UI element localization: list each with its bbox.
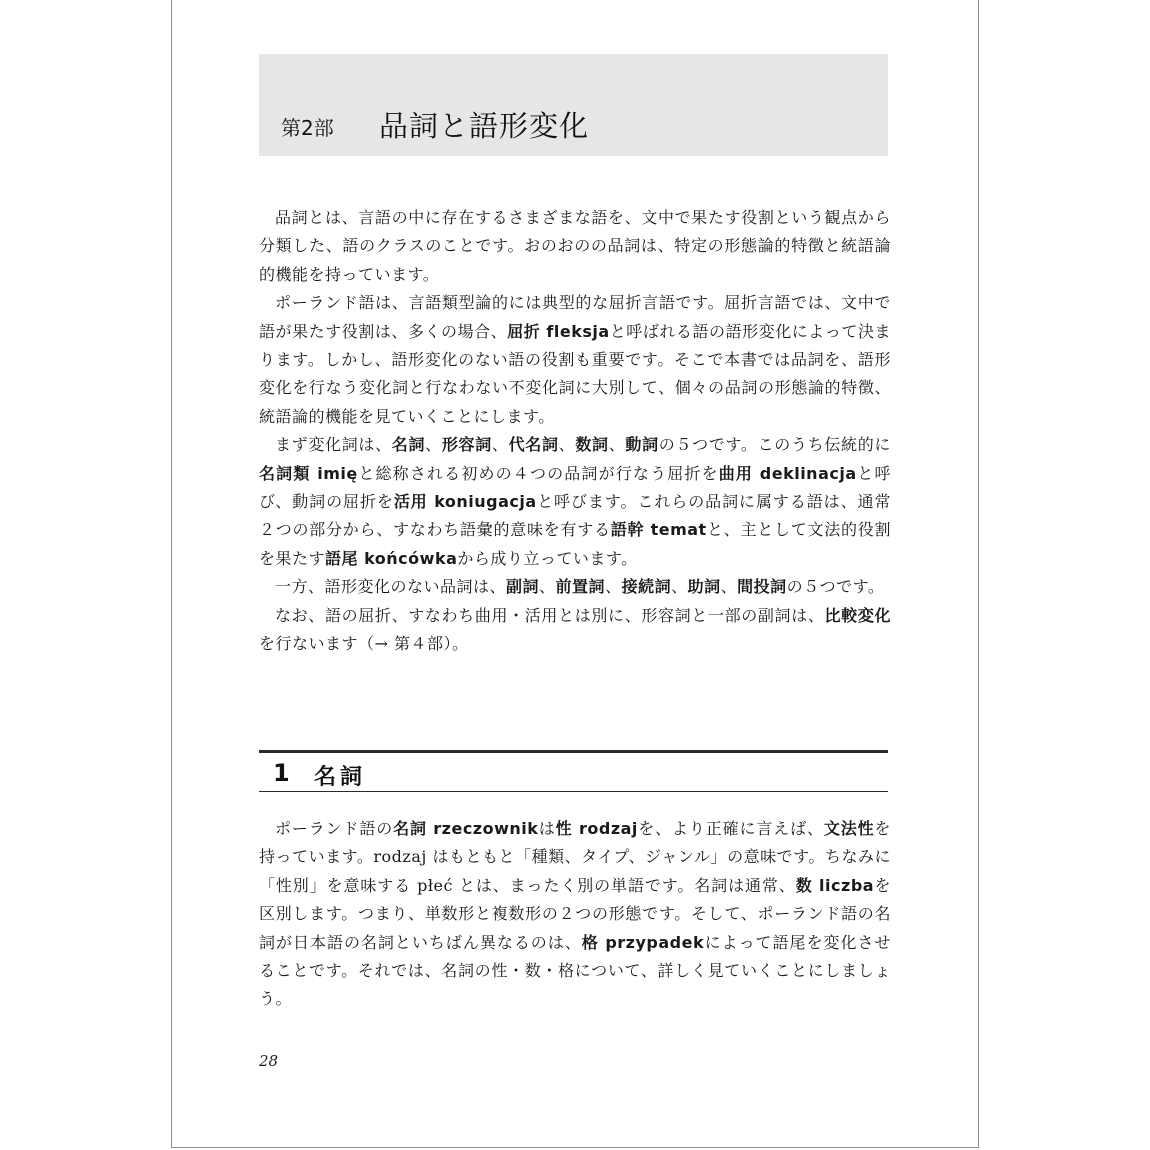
intro-p4-text-k: の５つです。 xyxy=(786,577,885,597)
sec-p1-text-g: を持っています。rodzaj はもともと「種類、タイプ、ジャンル」の意味です。ちなみに「性別」を意味する płeć とは、まったく別の単語です。名詞は通常、 xyxy=(259,819,891,895)
intro-p3-text-m: と総称される初めの４つの品詞が行なう屈折を xyxy=(357,463,719,483)
term-conjunction: 接続詞 xyxy=(621,577,672,597)
term-grammatical-gender: 文法性 xyxy=(823,819,875,838)
intro-p4-sep-1: 、 xyxy=(539,577,556,597)
term-verb: 動詞 xyxy=(625,435,659,455)
intro-p3-text-o: と呼び、動詞の屈折を xyxy=(259,463,891,512)
term-rzeczownik: 名詞 rzeczownik xyxy=(393,819,539,838)
sec-p1-text-i: を区別します。つまり、単数形と複数形の２つの形態です。そして、ポーランド語の名詞が日本語の名詞といちばん異なるのは、 xyxy=(259,875,891,952)
intro-p4-sep-2: 、 xyxy=(605,577,622,597)
intro-text xyxy=(259,204,891,659)
intro-p4-sep-4: 、 xyxy=(720,577,738,597)
term-preposition: 前置詞 xyxy=(555,577,606,597)
intro-paragraph-2 xyxy=(259,289,891,431)
intro-p3-sep-1: 、 xyxy=(425,435,442,455)
intro-p2-text-a: ポーランド語は、言語類型論的には典型的な屈折言語です。屈折言語では、文中で語が果たす役割は、多くの場合、 xyxy=(259,293,891,341)
intro-paragraph-1 xyxy=(259,204,891,289)
intro-paragraph-4 xyxy=(259,573,891,601)
page-number: 28 xyxy=(259,1052,279,1070)
intro-p3-text-s: と、主として文法的役割を果たす xyxy=(259,520,891,568)
intro-p5-text-c: を行ないます（→ 第４部）。 xyxy=(259,634,469,654)
term-liczba: 数 liczba xyxy=(795,875,875,895)
section-heading xyxy=(259,750,888,792)
term-fleksja: 屈折 fleksja xyxy=(507,321,610,341)
part-title: 品詞と語形変化 xyxy=(379,109,590,143)
term-koncowka: 語尾 końcówka xyxy=(325,548,458,568)
sec-p1-text-e: を、より正確に言えば、 xyxy=(637,819,824,838)
term-koniugacja: 活用 koniugacja xyxy=(393,492,537,512)
book-page xyxy=(171,0,979,1148)
term-noun: 名詞 xyxy=(391,435,426,455)
section-number: 1 xyxy=(273,759,290,787)
intro-p3-sep-2: 、 xyxy=(491,435,509,455)
term-przypadek: 格 przypadek xyxy=(581,932,705,952)
term-numeral: 数詞 xyxy=(575,435,609,455)
intro-p1-text: 品詞とは、言語の中に存在するさまざまな語を、文中で果たす役割という観点から分類した、語のクラスのことです。おのおのの品詞は、特定の形態論的特徴と統語論的機能を持っています。 xyxy=(259,208,891,284)
intro-p3-text-a: まず変化詞は、 xyxy=(275,435,392,455)
term-comparison: 比較変化 xyxy=(824,605,891,625)
intro-p3-text-q: と呼びます。これらの品詞に属する語は、通常２つの部分から、すなわち語彙的意味を有する xyxy=(259,492,891,540)
term-pronoun: 代名詞 xyxy=(508,435,559,455)
intro-p4-sep-3: 、 xyxy=(671,577,688,597)
term-interjection: 間投詞 xyxy=(737,577,787,597)
term-temat: 語幹 temat xyxy=(610,520,707,540)
sec-p1-text-k: によって語尾を変化させることです。それでは、名詞の性・数・格について、詳しく見ていくことにしましょう。 xyxy=(259,932,891,1009)
term-adverb: 副詞 xyxy=(506,577,540,597)
intro-p2-text-c: と呼ばれる語の語形変化によって決まります。しかし、語形変化のない語の役割も重要です。そこで本書では品詞を、語形変化を行なう変化詞と行なわない不変化詞に大別して、個々の品詞の形態論的特徴、統語論的機能を見ていくことにします。 xyxy=(259,321,891,426)
intro-p3-sep-4: 、 xyxy=(608,435,626,455)
intro-p3-text-k: の５つです。このうち伝統的に xyxy=(658,435,891,455)
section-paragraph-1 xyxy=(259,815,891,1014)
term-deklinacja: 曲用 deklinacja xyxy=(718,463,857,483)
term-imie: 名詞類 imię xyxy=(259,463,358,483)
section-title: 名詞 xyxy=(314,765,367,790)
intro-p5-text-a: なお、語の屈折、すなわち曲用・活用とは別に、形容詞と一部の副詞は、 xyxy=(275,605,825,625)
intro-p3-text-u: から成り立っています。 xyxy=(457,548,638,568)
term-particle: 助詞 xyxy=(687,577,721,597)
part-label: 第2部 xyxy=(281,116,334,140)
intro-p4-text-a: 一方、語形変化のない品詞は、 xyxy=(275,577,507,597)
intro-p3-sep-3: 、 xyxy=(558,435,576,455)
sec-p1-text-c: は xyxy=(538,819,556,838)
sec-p1-text-a: ポーランド語の xyxy=(275,819,394,838)
intro-paragraph-5 xyxy=(259,602,891,659)
term-adjective: 形容詞 xyxy=(441,435,492,455)
intro-paragraph-3 xyxy=(259,431,891,573)
term-rodzaj: 性 rodzaj xyxy=(555,819,638,838)
part-header xyxy=(259,54,888,156)
section-body xyxy=(259,815,891,1014)
